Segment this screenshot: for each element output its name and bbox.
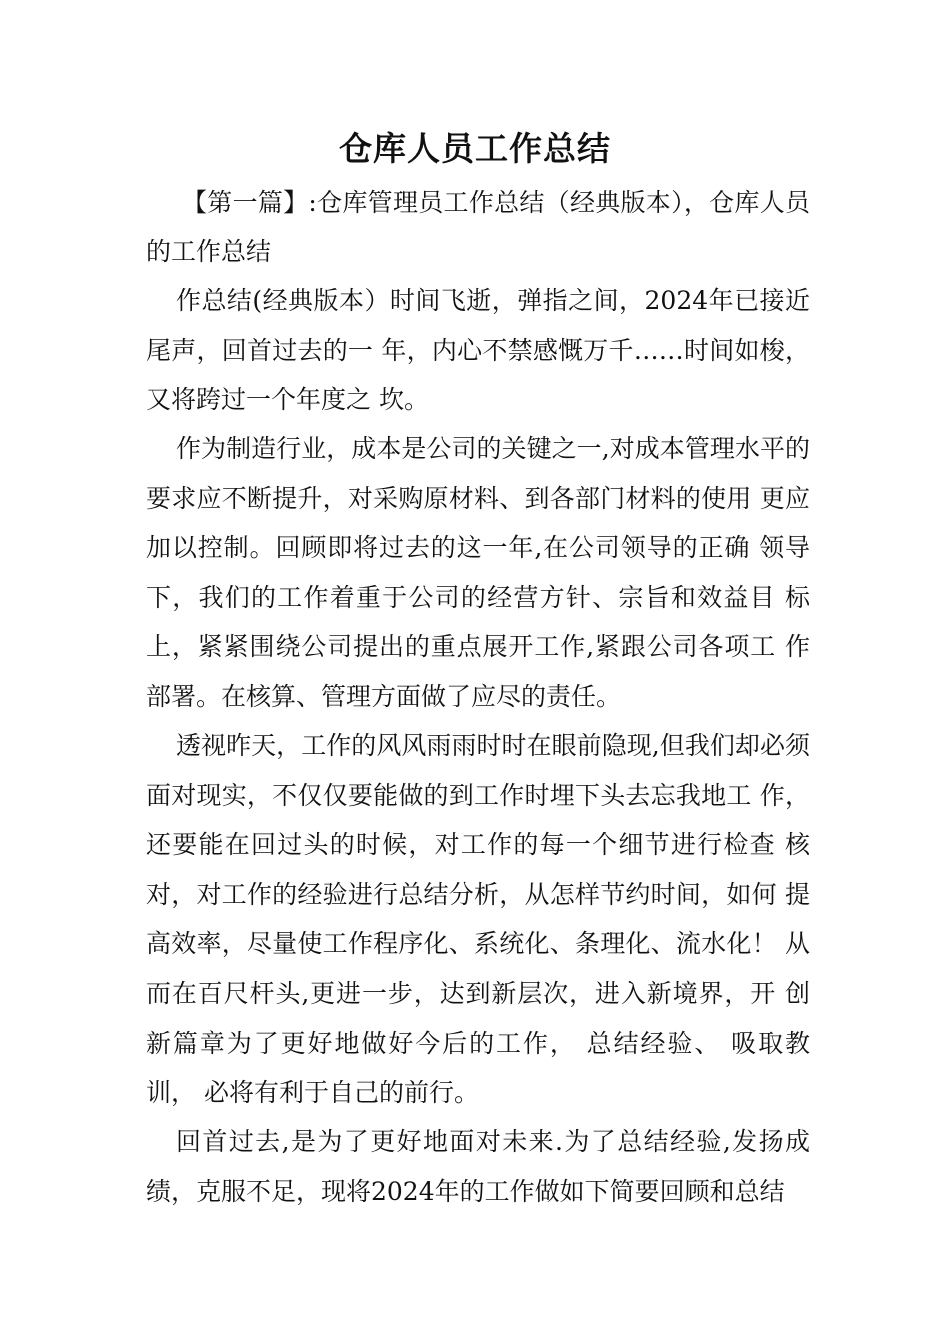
paragraph-3: 透视昨天，工作的风风雨雨时时在眼前隐现,但我们却必须面对现实，不仅仅要能做的到工作时埋下头去忘我地工 作，还要能在回过头的时候，对工作的每一个细节进行检查 核对，对工作的经验进行总结分析，从怎样节约时间，如何 提高效率，尽量使工作程序化、系统化、条理化、流水化！ 从而在百尺杆头,更进一步，达到新层次，进入新境界，开 创新篇章为了更好地做好今后的工作， 总结经验、 吸取教训， 必将有利于自己的前行。: [146, 731, 810, 1108]
document-title: 仓库人员工作总结: [339, 129, 611, 168]
paragraph-4: 回首过去,是为了更好地面对未来.为了总结经验,发扬成绩，克服不足，现将2024年的工作做如下简要回顾和总结: [146, 1127, 810, 1206]
paragraph-2: 作为制造行业，成本是公司的关键之一,对成本管理水平的要求应不断提升，对采购原材料、到各部门材料的使用 更应加以控制。回顾即将过去的这一年,在公司领导的正确 领导下，我们的工作着重于公司的经营方针、宗旨和效益目 标上，紧紧围绕公司提出的重点展开工作,紧跟公司各项工 作部署。在核算、管理方面做了应尽的责任。: [146, 434, 810, 711]
paragraph-1: 作总结(经典版本）时间飞逝，弹指之间，2024年已接近尾声，回首过去的一 年，内心不禁感慨万千……时间如梭，又将跨过一个年度之 坎。: [146, 286, 810, 415]
section-heading: 【第一篇】:仓库管理员工作总结（经典版本），仓库人员的工作总结: [146, 188, 810, 266]
